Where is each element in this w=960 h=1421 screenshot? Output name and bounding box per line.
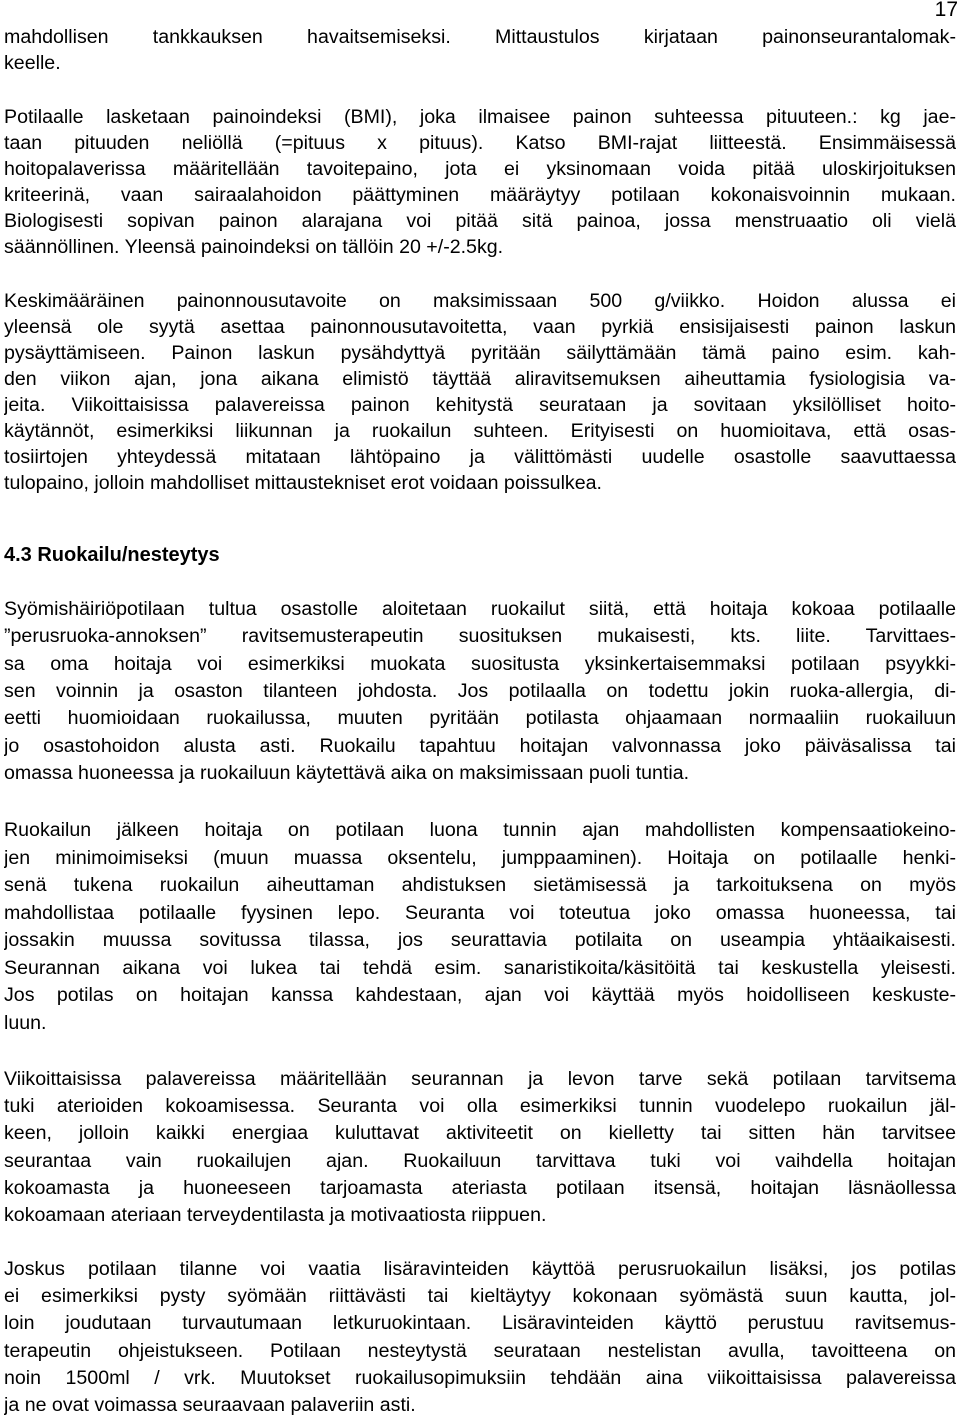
text-line: Viikoittaisissa palavereissa määritellään seurannan ja levon tarve sekä potilaan tarvitsema (4, 1068, 956, 1090)
text-line: yleensä ole syytä asettaa painonnousutavoitetta, vaan pyrkiä ensisijaisesti painon laskun (4, 316, 956, 338)
text-line: hoitopalaverissa määritellään tavoitepaino, jota ei yksinomaan voida pitää uloskirjoituksen (4, 158, 956, 180)
text-line: seurantaa vain ruokailujen ajan. Ruokailuun tarvittava tuki voi vaihdella hoitajan (4, 1150, 956, 1172)
text-line: keelle. (4, 52, 61, 74)
text-line: noin 1500ml / vrk. Muutokset ruokailusopimuksiin tehdään aina viikoittaisissa palavereissa (4, 1367, 956, 1389)
text-line: Ruokailun jälkeen hoitaja on potilaan luona tunnin ajan mahdollisten kompensaatiokeino- (4, 819, 956, 841)
text-line: loin joudutaan turvautumaan letkuruokintaan. Lisäravinteiden käyttö perustuu ravitsemus- (4, 1312, 956, 1334)
text-line: den viikon ajan, jona aikana elimistö täyttää aliravitsemuksen aiheuttamia fysiologisia va- (4, 368, 956, 390)
text-line: tosiirtojen yhteydessä mitataan lähtöpaino ja välittömästi uudelle osastolle saavuttaessa (4, 446, 956, 468)
text-line: säännöllinen. Yleensä painoindeksi on tällöin 20 +/-2.5kg. (4, 236, 504, 258)
text-line: luun. (4, 1012, 47, 1034)
text-line: eetti huomioidaan ruokailussa, muuten pyritään potilasta ohjaamaan normaaliin ruokailuun (4, 707, 956, 729)
text-line: mahdollisen tankkauksen havaitsemiseksi. Mittaustulos kirjataan painonseurantalomak- (4, 26, 956, 48)
text-line: kokoamaan ateriaan terveydentilasta ja motivaatiosta riippuen. (4, 1204, 547, 1226)
text-line: Biologisesti sopivan painon alarajana voi pitää sitä painoa, jossa menstruaatio oli vielä (4, 210, 956, 232)
text-line: tuki aterioiden kokoamisessa. Seuranta voi olla esimerkiksi tunnin vuodelepo ruokailun jäl- (4, 1095, 956, 1117)
text-line: sen voinnin ja osaston tilanteen johdosta. Jos potilaalla on todettu jokin ruoka-allergia, di- (4, 680, 956, 702)
text-line: ”perusruoka-annoksen” ravitsemusterapeutin suosituksen mukaisesti, kts. liite. Tarvittaes- (4, 625, 956, 647)
text-line: Seurannan aikana voi lukea tai tehdä esim. sanaristikoita/käsitöitä tai keskustella yleisesti. (4, 957, 956, 979)
text-line: senä tukena ruokailun aiheuttaman ahdistuksen sietämisessä ja tarkoituksena on myös (4, 874, 956, 896)
text-line: jeita. Viikoittaisissa palavereissa painon kehitystä seurataan ja sovitaan yksilölliset hoito- (4, 394, 956, 416)
text-line: Potilaalle lasketaan painoindeksi (BMI), joka ilmaisee painon suhteessa pituuteen.: kg jae- (4, 106, 956, 128)
text-line: Keskimääräinen painonnousutavoite on maksimissaan 500 g/viikko. Hoidon alussa ei (4, 290, 956, 312)
text-line: ja ne ovat voimassa seuraavaan palaveriin asti. (4, 1394, 416, 1416)
text-line: jen minimoimiseksi (muun muassa oksentelu, jumppaaminen). Hoitaja on potilaalle henki- (4, 847, 956, 869)
text-line: terapeutin ohjeistukseen. Potilaan nesteytystä seurataan nestelistan avulla, tavoitteena on (4, 1340, 956, 1362)
text-line: Jos potilas on hoitajan kanssa kahdestaan, ajan voi käyttää myös hoidolliseen keskuste- (4, 984, 956, 1006)
text-line: pysäyttämiseen. Painon laskun pysähdyttyä pyritään säilyttämään tämä paino esim. kah- (4, 342, 956, 364)
text-line: mahdollistaa potilaalle fyysinen lepo. Seuranta voi toteutua joko omassa huoneessa, tai (4, 902, 956, 924)
text-line: ei esimerkiksi pysty syömään riittävästi tai kieltäytyy kokonaan syömästä suun kautta, jol- (4, 1285, 956, 1307)
text-line: kriteerinä, vaan sairaalahoidon päättyminen määräytyy potilaan kokonaisvoinnin mukaan. (4, 184, 956, 206)
text-line: Joskus potilaan tilanne voi vaatia lisäravinteiden käyttöä perusruokailun lisäksi, jos potilas (4, 1258, 956, 1280)
text-line: keen, jolloin kaikki energiaa kuluttavat aktiviteetit on kielletty tai sitten hän tarvitsee (4, 1122, 956, 1144)
text-line: jossakin muussa sovitussa tilassa, jos seurattavia potilaita on useampia yhtäaikaisesti. (4, 929, 956, 951)
text-line: taan pituuden neliöllä (=pituus x pituus). Katso BMI-rajat liitteestä. Ensimmäisessä (4, 132, 956, 154)
text-line: käytännöt, esimerkiksi liikunnan ja ruokailun suhteen. Erityisesti on huomioitava, että osas- (4, 420, 956, 442)
text-line: tulopaino, jolloin mahdolliset mittaustekniset erot voidaan poissulkea. (4, 472, 602, 494)
page-number: 17 (934, 0, 958, 21)
text-line: jo osastohoidon alusta asti. Ruokailu tapahtuu hoitajan valvonnassa joko päiväsalissa tai (4, 735, 956, 757)
text-line: sa oma hoitaja voi esimerkiksi muokata suositusta yksinkertaisemmaksi potilaan psyykki- (4, 653, 956, 675)
text-line: kokoamasta ja huoneeseen tarjoamasta ateriasta potilaan itsensä, hoitajan läsnäollessa (4, 1177, 956, 1199)
section-heading: 4.3 Ruokailu/nesteytys (4, 544, 220, 566)
text-line: omassa huoneessa ja ruokailuun käytettävä aika on maksimissaan puoli tuntia. (4, 762, 690, 784)
text-line: Syömishäiriöpotilaan tultua osastolle aloitetaan ruokailut siitä, että hoitaja kokoaa potilaalle (4, 598, 956, 620)
